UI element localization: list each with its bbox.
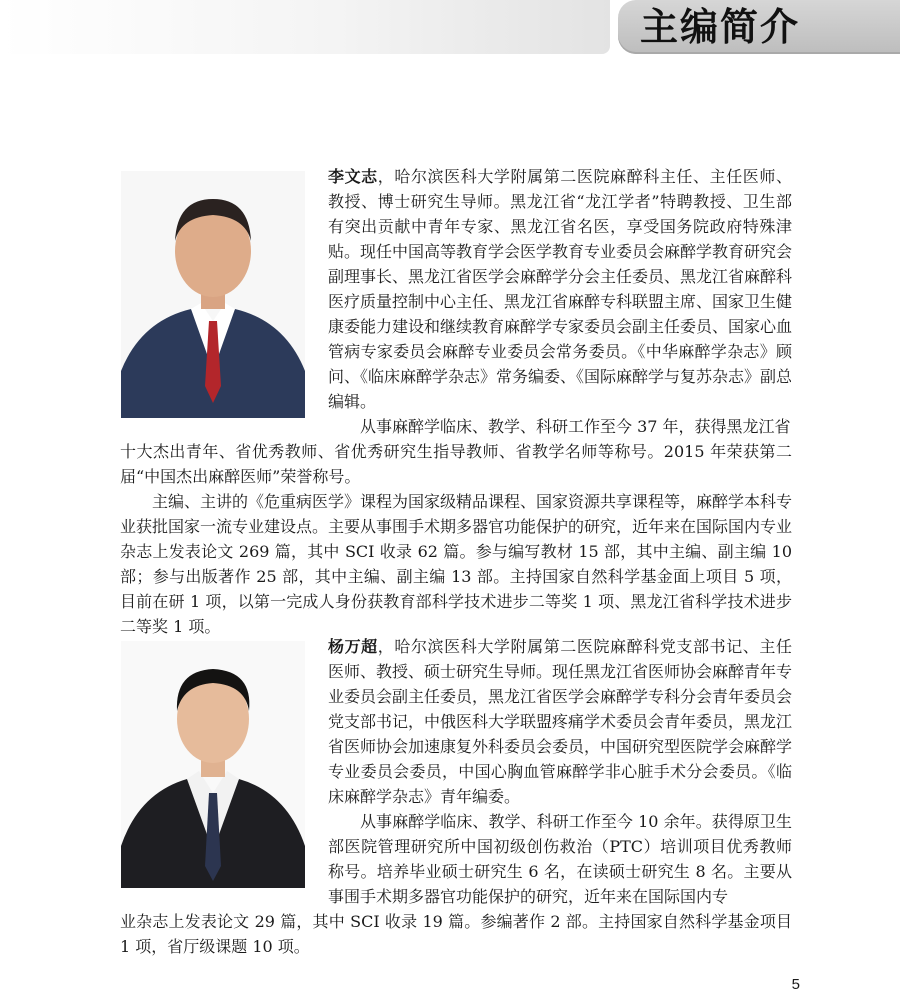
editor-1-career-start: 从事麻醉学临床、教学、科研工作至今 37 年，获得黑龙江省 bbox=[360, 417, 791, 436]
editor-2-intro bbox=[328, 634, 792, 809]
editor-1-research: 主编、主讲的《危重病医学》课程为国家级精品课程、国家资源共享课程等，麻醉学本科专业获批国家一流专业建设点。主要从事围手术期多器官功能保护的研究，近年来在国际国内专业杂志上发表论文 269 篇，其中 SCI 收录 62 篇。参与编写教材 15 部，其中主编、副主编 10 部；参与出版著作 25 部，其中主编、副主编 13 部。主持国家自然科学基金面上项目 5 项，目前在研 1 项，以第一完成人身份获教育部科学技术进步二等奖 1 项、黑龙江省科学技术进步二等奖 1 项。 bbox=[120, 492, 793, 636]
editor-1-intro bbox=[328, 164, 792, 414]
editor-bio: ，哈尔滨医科大学附属第二医院麻醉科党支部书记、主任医师、教授、硕士研究生导师。现任黑龙江省医师协会麻醉青年专业委员会副主任委员，黑龙江省医学会麻醉学专科分会青年委员会党支部书记，中俄医科大学联盟疼痛学术委员会青年委员，黑龙江省医师协会加速康复外科委员会委员，中国研究型医院学会麻醉学专业委员会委员，中国心胸血管麻醉学非心脏手术分会委员。《临床麻醉学杂志》青年编委。 bbox=[328, 637, 793, 806]
page-title: 主编简介 bbox=[640, 5, 801, 49]
page-number: 5 bbox=[791, 976, 800, 993]
editor-1-honors: 十大杰出青年、省优秀教师、省优秀研究生指导教师、省教学名师等称号。2015 年荣获第二届“中国杰出麻醉医师”荣誉称号。 bbox=[120, 442, 792, 486]
editor-name: 李文志 bbox=[328, 167, 378, 186]
editor-2-career: 从事麻醉学临床、教学、科研工作至今 10 余年。获得原卫生部医院管理研究所中国初级创伤救治（PTC）培训项目优秀教师称号。培养毕业硕士研究生 6 名，在读硕士研究生 8 名。主要从事围手术期多器官功能保护的研究，近年来在国际国内专 bbox=[328, 812, 792, 906]
editor-photo-yang-wanchao bbox=[121, 641, 305, 888]
editor-2-research: 业杂志上发表论文 29 篇，其中 SCI 收录 19 篇。参编著作 2 部。主持国家自然科学基金项目 1 项，省厅级课题 10 项。 bbox=[120, 912, 792, 956]
editor-bio: ，哈尔滨医科大学附属第二医院麻醉科主任、主任医师、教授、博士研究生导师。黑龙江省“龙江学者”特聘教授、卫生部有突出贡献中青年专家、黑龙江省名医，享受国务院政府特殊津贴。现任中国高等教育学会医学教育专业委员会麻醉学教育研究会副理事长、黑龙江省医学会麻醉学分会主任委员、黑龙江省麻醉科医疗质量控制中心主任、黑龙江省麻醉专科联盟主席、国家卫生健康委能力建设和继续教育麻醉学专家委员会副主任委员、国家心血管病专家委员会麻醉专业委员会常务委员。《中华麻醉学杂志》顾问、《临床麻醉学杂志》常务编委、《国际麻醉学与复苏杂志》副总编辑。 bbox=[328, 167, 793, 411]
editor-photo-li-wenzhi bbox=[121, 171, 305, 418]
header-bar bbox=[0, 0, 610, 54]
editor-name: 杨万超 bbox=[328, 637, 378, 656]
